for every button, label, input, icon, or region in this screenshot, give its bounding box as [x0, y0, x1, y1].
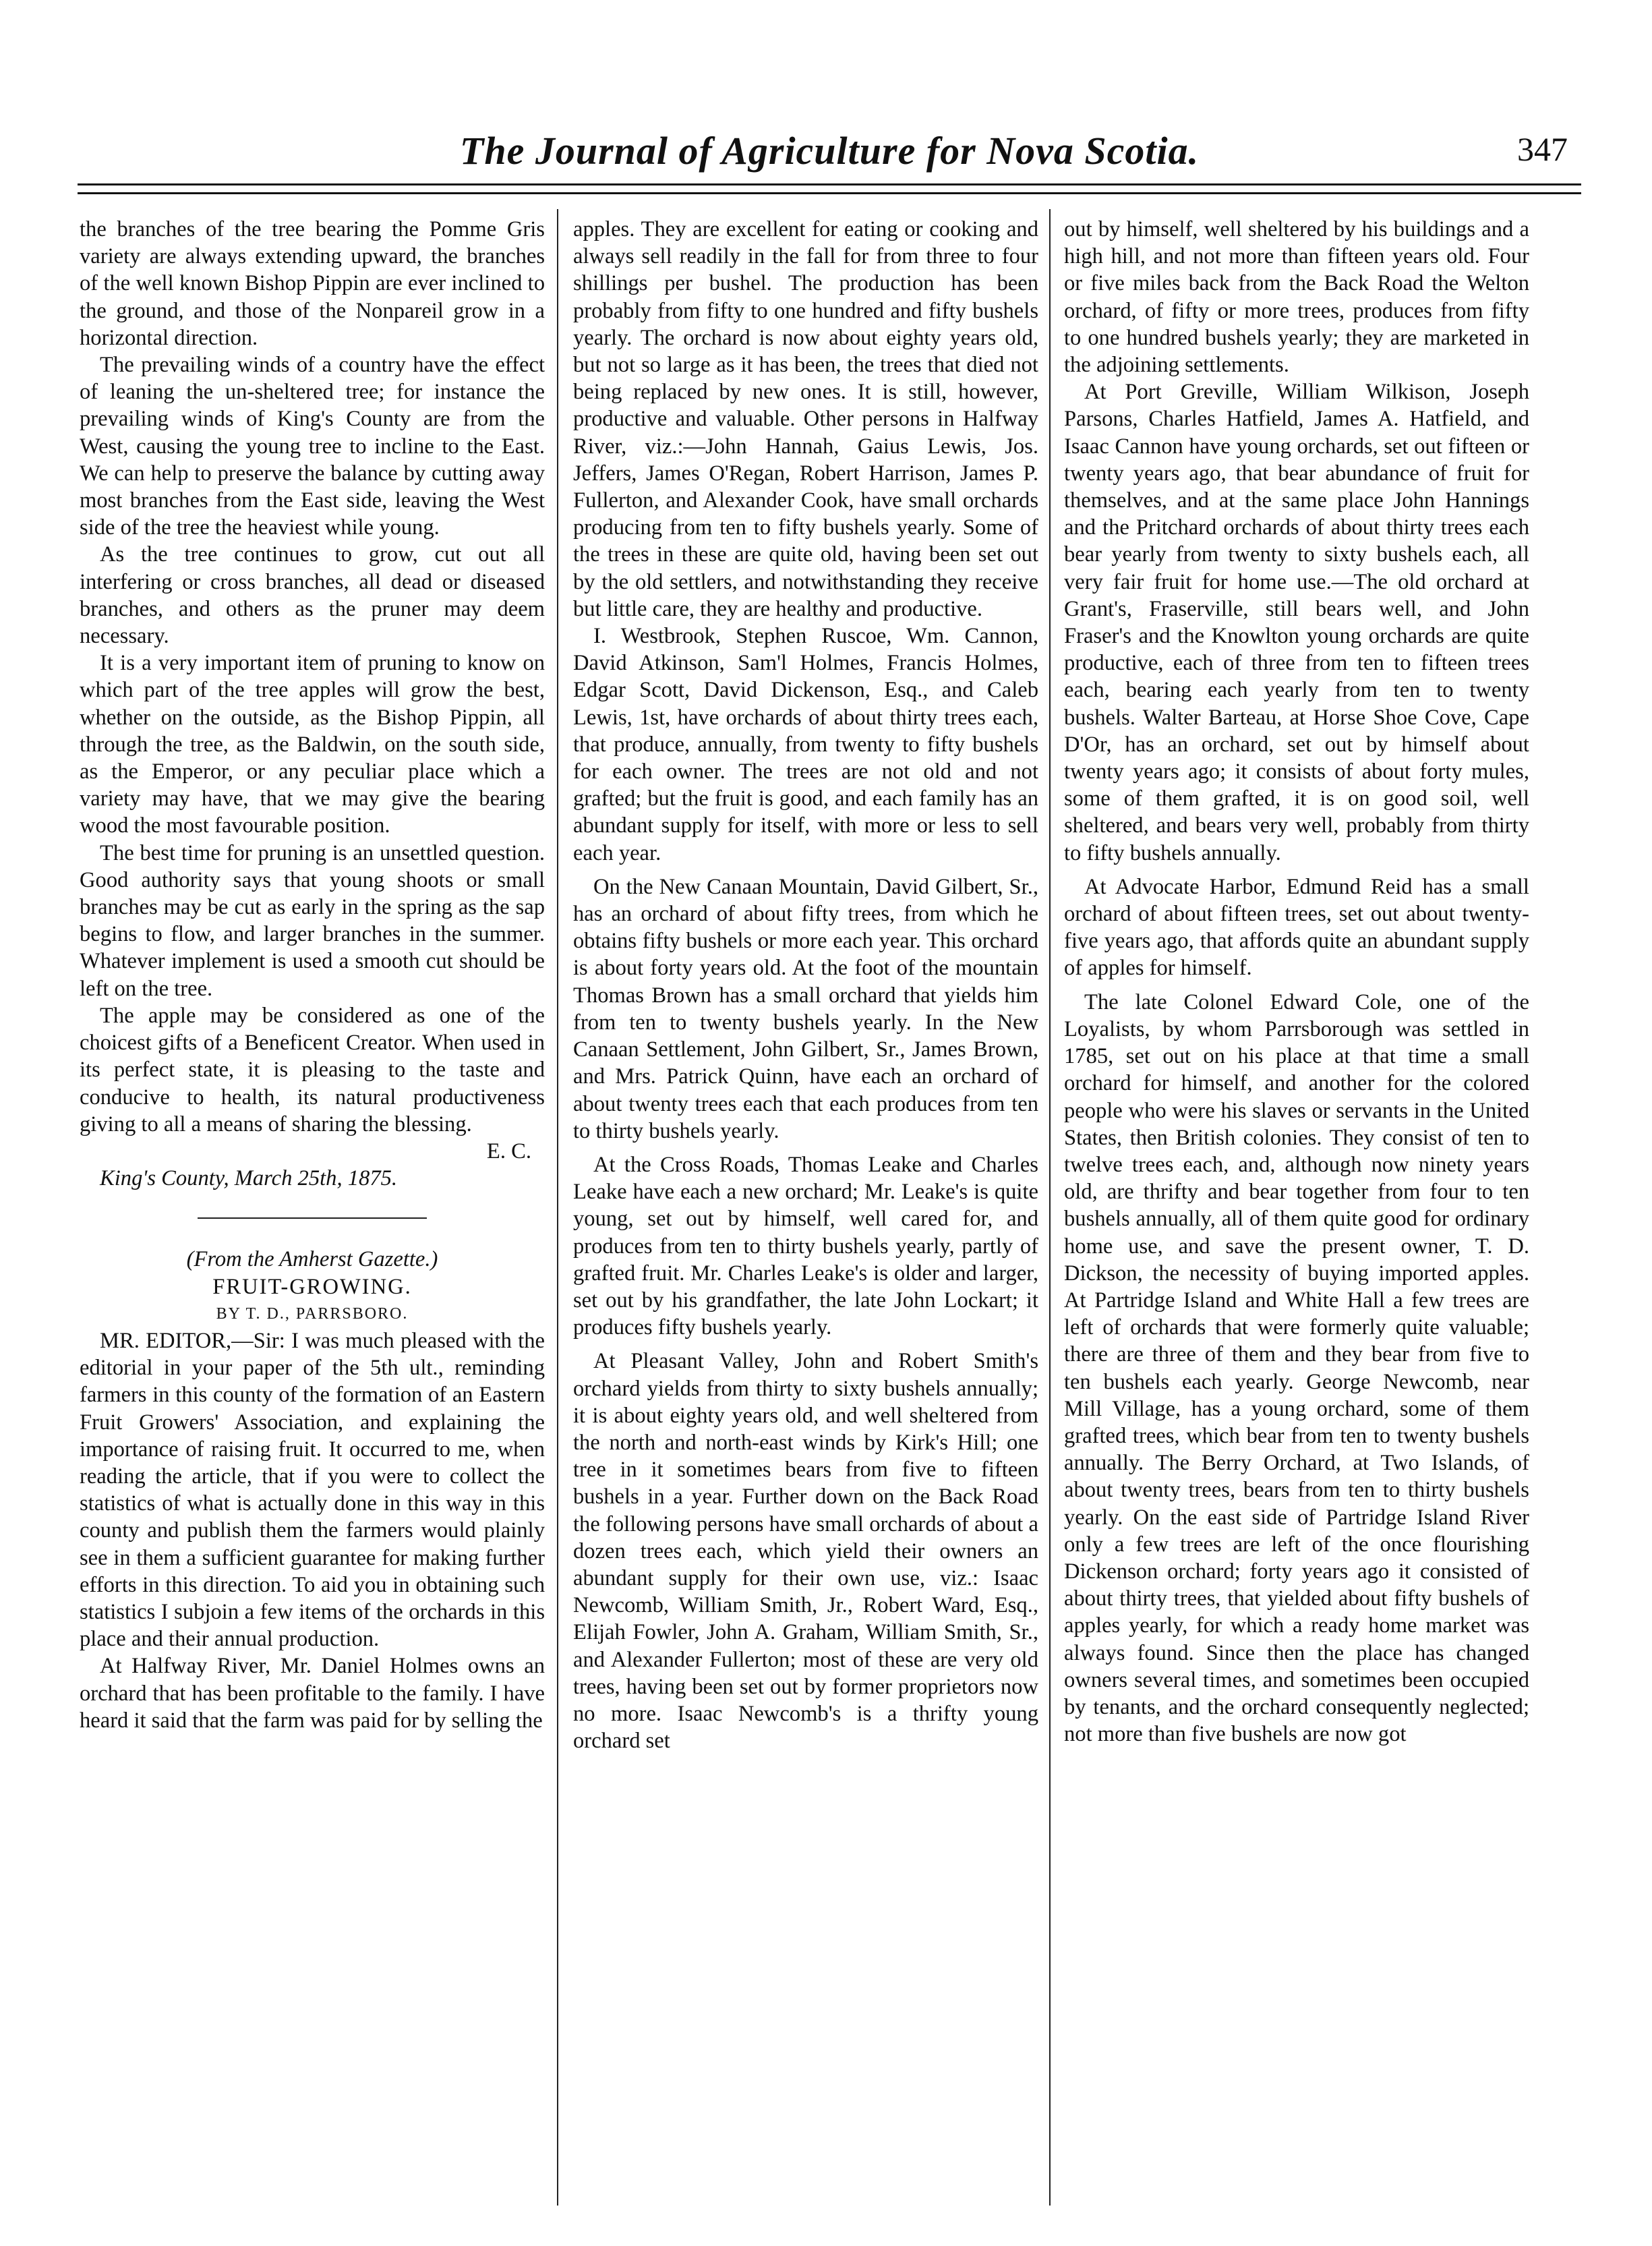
paragraph: At the Cross Roads, Thomas Leake and Charles Leake have each a new orchard; Mr. Leake's is quite young, set out by himself, well cared for, and produces from ten to thirty bushels yearly, partly of grafted fruit. Mr. Charles Leake's is older and larger, set out by his grandfather, the late John Lockart; it produces fifty bushels yearly.: [573, 1152, 1038, 1340]
header-rule: [78, 183, 1581, 185]
paragraph: As the tree continues to grow, cut out all interfering or cross branches, all dead or diseased branches, and others as the pruner may deem necessary.: [80, 542, 545, 649]
paragraph: The apple may be considered as one of the choicest gifts of a Beneficent Creator. When used in its perfect state, it is pleasing to the taste and conducive to health, its natural productiveness giving to all a means of sharing the blessing.: [80, 1003, 545, 1136]
column-2: [573, 216, 1038, 1754]
paragraph: At Advocate Harbor, Edmund Reid has a small orchard of about fifteen trees, set out about twenty-five years ago, that affords quite an abundant supply of apples for himself.: [1064, 874, 1529, 981]
paragraph: It is a very important item of pruning to know on which part of the tree apples will grow the best, whether on the outside, as the Bishop Pippin, all through the tree, as the Baldwin, on the south side, as the Emperor, or any peculiar place which a variety may have, that we may give the bearing wood the most favourable position.: [80, 651, 545, 838]
column-1: [80, 216, 545, 1734]
section-divider: [198, 1217, 427, 1219]
column-divider: [557, 209, 558, 2206]
page-header: [78, 128, 1581, 175]
paragraph: The best time for pruning is an unsettled question. Good authority says that young shoots or small branches may be cut as early in the spring as the sap begins to flow, and larger branches in the summer. Whatever implement is used a smooth cut should be left on the tree.: [80, 840, 545, 1001]
paragraph: The prevailing winds of a country have the effect of leaning the un-sheltered tree; for instance the prevailing winds of King's County are from the West, causing the young tree to incline to the East. We can help to preserve the balance by cutting away most branches from the East side, leaving the West side of the tree the heaviest while young.: [80, 353, 545, 540]
article-byline: BY T. D., PARRSBORO.: [216, 1304, 409, 1323]
paragraph: At Pleasant Valley, John and Robert Smith's orchard yields from thirty to sixty bushels annually; it is about eighty years old, and well sheltered from the north and north-east winds by Kirk's Hill; one tree in it sometimes bears from five to fifteen bushels in a year. Further down on the Back Road the following persons have small orchards of about a dozen trees each, which yield their owners an abundant supply for their own use, viz.: Isaac Newcomb, William Smith, Jr., Robert Ward, Esq., Elijah Fowler, John A. Graham, William Smith, Sr., and Alexander Fullerton; most of these are very old trees, having been set out by former proprietors now no more. Isaac Newcomb's is a thrifty young orchard set: [573, 1349, 1038, 1754]
paragraph: The late Colonel Edward Cole, one of the Loyalists, by whom Parrsborough was settled in 1785, set out on his place at that time a small orchard for himself, and another for the colored people who were his slaves or servants in the United States, then British colonies. They consist of ten to twelve trees each, and, although now ninety years old, are thrifty and bear together from four to ten bushels annually, all of them quite good for ordinary home use, and save the present owner, T. D. Dickson, the necessity of buying imported apples. At Partridge Island and White Hall a few trees are left of orchards that were formerly quite valuable; there are three of them and they bear from five to ten bushels each yearly. George Newcomb, near Mill Village, has a young orchard, some of them grafted trees, which bear from ten to twenty bushels annually. The Berry Orchard, at Two Islands, of about twenty trees, bears from ten to thirty bushels yearly. On the east side of Partridge Island River only a few trees are left of the once flourishing Dickenson orchard; forty years ago it consisted of about thirty trees, that yielded about fifty bushels of apples yearly, for which a ready home market was always found. Since then the place has changed owners several times, and sometimes been occupied by tenants, and the orchard consequently neglected; not more than five bushels are now got: [1064, 989, 1529, 1747]
paragraph: out by himself, well sheltered by his buildings and a high hill, and not more than fifteen years old. Four or five miles back from the Back Road the Welton orchard, of fifty or more trees, produces from fifty to one hundred bushels yearly; they are marketed in the adjoining settlements.: [1064, 217, 1529, 378]
paragraph: the branches of the tree bearing the Pomme Gris variety are always extending upward, the branches of the well known Bishop Pippin are ever inclined to the ground, and those of the Nonpareil grow in a horizontal direction.: [80, 217, 545, 350]
header-rule-double: [78, 192, 1581, 194]
article-title: FRUIT-GROWING.: [212, 1274, 412, 1299]
paragraph: apples. They are excellent for eating or cooking and always sell readily in the fall for from three to four shillings per bushel. The production has been probably from fifty to one hundred and fifty bushels yearly. The orchard is now about eighty years old, but not so large as it has been, the trees that died not being replaced by new ones. It is still, however, productive and valuable. Other persons in Halfway River, viz.:—John Hannah, Gaius Lewis, Jos. Jeffers, James O'Regan, Robert Harrison, James P. Fullerton, and Alexander Cook, have small orchards producing from ten to fifty bushels yearly. Some of the trees in these are quite old, having been set out by the old settlers, and notwithstanding they receive but little care, they are healthy and productive.: [573, 217, 1038, 621]
paragraph: At Halfway River, Mr. Daniel Holmes owns an orchard that has been profitable to the family. I have heard it said that the farm was paid for by selling the: [80, 1654, 545, 1733]
paragraph: I. Westbrook, Stephen Ruscoe, Wm. Cannon, David Atkinson, Sam'l Holmes, Francis Holmes, Edgar Scott, David Dickenson, Esq., and Caleb Lewis, 1st, have orchards of about thirty trees each, that produce, annually, from twenty to fifty bushels for each owner. The trees are not old and not grafted; but the fruit is good, and each family has an abundant supply for itself, with more or less to sell each year.: [573, 624, 1038, 865]
article-source: (From the Amherst Gazette.): [186, 1247, 438, 1272]
paragraph: MR. EDITOR,—Sir: I was much pleased with the editorial in your paper of the 5th ult., reminding farmers in this county of the formation of an Eastern Fruit Growers' Association, and explaining the importance of raising fruit. It occurred to me, when reading the article, that if you were to collect the statistics of what is actually done in this way in this county and publish them the farmers would plainly see in them a sufficient guarantee for making further efforts in this direction. To aid you in obtaining such statistics I subjoin a few items of the orchards in this place and their annual production.: [80, 1328, 545, 1652]
masthead: The Journal of Agriculture for Nova Scotia.: [459, 129, 1200, 173]
dateline: King's County, March 25th, 1875.: [100, 1166, 398, 1191]
column-3: [1064, 216, 1529, 1748]
signature: E. C.: [486, 1139, 531, 1163]
paragraph: On the New Canaan Mountain, David Gilbert, Sr., has an orchard of about fifty trees, from which he obtains fifty bushels or more each year. This orchard is about forty years old. At the foot of the mountain Thomas Brown has a small orchard that yields him from ten to twenty bushels yearly. In the New Canaan Settlement, John Gilbert, Sr., James Brown, and Mrs. Patrick Quinn, have each an orchard of about twenty trees each that each produces from ten to thirty bushels yearly.: [573, 874, 1038, 1143]
column-divider: [1049, 209, 1051, 2206]
page-number: 347: [1517, 130, 1568, 168]
paragraph: At Port Greville, William Wilkison, Joseph Parsons, Charles Hatfield, James A. Hatfield, and Isaac Cannon have young orchards, set out fifteen or twenty years ago, that bear abundance of fruit for themselves, and at the same place John Hannings and the Pritchard orchards of about thirty trees each bear yearly from twenty to sixty bushels each, all very fair fruit for home use.—The old orchard at Grant's, Fraserville, still bears well, and John Fraser's and the Knowlton young orchards are quite productive, each of three from ten to fifteen trees each, bearing each yearly from ten to twenty bushels. Walter Barteau, at Horse Shoe Cove, Cape D'Or, has an orchard, set out by himself about twenty years ago; it consists of about forty mules, some of them grafted, it is on good soil, well sheltered, and bears very well, probably from thirty to fifty bushels annually.: [1064, 380, 1529, 865]
